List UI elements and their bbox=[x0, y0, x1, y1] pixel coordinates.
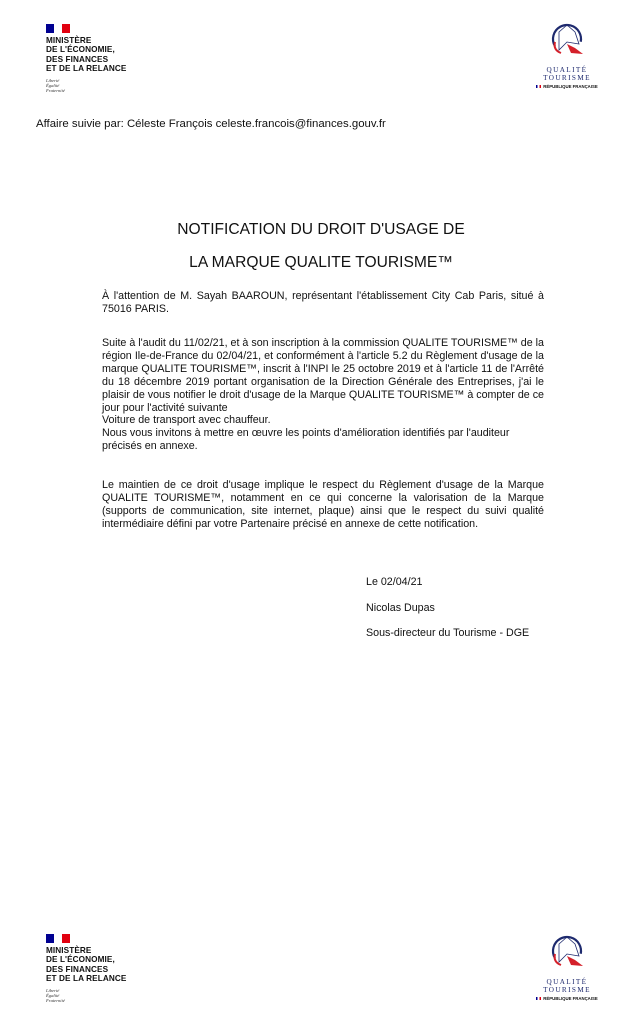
flag-blue bbox=[46, 934, 54, 943]
motto-line: Égalité bbox=[46, 993, 60, 999]
motto-line: Fraternité bbox=[46, 998, 65, 1004]
footer-logo-word-qualite: QUALITÉ bbox=[546, 978, 588, 986]
ministry-line: MINISTÈRE bbox=[46, 946, 92, 955]
ministry-line: ET DE LA RELANCE bbox=[46, 974, 127, 984]
footer-motto bbox=[46, 988, 166, 1004]
flag-red bbox=[62, 24, 70, 33]
footer-qualite-tourisme-logo bbox=[532, 932, 602, 1002]
republique-label: RÉPUBLIQUE FRANÇAISE bbox=[543, 84, 598, 89]
republique-label: RÉPUBLIQUE FRANÇAISE bbox=[543, 996, 598, 1001]
ministry-line: DES FINANCES bbox=[46, 964, 109, 974]
footer-ministry-block bbox=[46, 934, 166, 1004]
title-line-1: NOTIFICATION DU DROIT D'USAGE DE bbox=[177, 221, 465, 238]
activity-text: Voiture de transport avec chauffeur. bbox=[102, 414, 271, 427]
motto-line: Liberté bbox=[46, 77, 60, 83]
qualite-tourisme-emblem-icon bbox=[545, 20, 589, 60]
french-flag-icon bbox=[46, 24, 70, 33]
motto-line: Liberté bbox=[46, 987, 60, 993]
flag-red bbox=[62, 934, 70, 943]
motto-line: Fraternité bbox=[46, 88, 65, 94]
signature-name: Nicolas Dupas bbox=[366, 602, 435, 614]
title-line-2: LA MARQUE QUALITE TOURISME™ bbox=[189, 254, 453, 271]
footer-ministry-name bbox=[46, 946, 166, 984]
motto-line: Égalité bbox=[46, 83, 60, 89]
signature-date: Le 02/04/21 bbox=[366, 576, 423, 588]
flag-white bbox=[54, 24, 62, 33]
body-paragraph-1 bbox=[102, 337, 544, 453]
footer-qualite-tourisme-emblem-icon bbox=[545, 932, 589, 972]
flag-blue bbox=[46, 24, 54, 33]
affaire-line: Affaire suivie par: Céleste François celeste.francois@finances.gouv.fr bbox=[36, 118, 386, 130]
ministry-line: ET DE LA RELANCE bbox=[46, 64, 127, 74]
qualite-tourisme-logo bbox=[532, 20, 602, 90]
mini-flag-icon bbox=[536, 85, 541, 88]
ministry-line: DE L'ÉCONOMIE, bbox=[46, 955, 115, 965]
flag-white bbox=[54, 934, 62, 943]
body-text-1: Suite à l'audit du 11/02/21, et à son inscription à la commission QUALITE TOURISME™ de la région Ile-de-France du 02/04/21, et conformément à l'article 5.2 du Règlement d'usage de la marque QUALITE TOURISME™, inscrit à l'INPI le 25 octobre 2019 et à l'article 11 de l'Arrêté du 18 décembre 2019 portant organisation de la Direction Générale des Entreprises, j'ai le plaisir de vous notifier le droit d'usage de la Marque QUALITE TOURISME™ à compter de ce jour pour l'activité suivante bbox=[102, 337, 544, 414]
logo-word-qualite: QUALITÉ bbox=[546, 66, 588, 74]
republique-francaise bbox=[532, 84, 602, 90]
ministry-name bbox=[46, 36, 166, 74]
body-text-3: Le maintien de ce droit d'usage implique le respect du Règlement d'usage de la Marque QUALITE TOURISME™, notamment en ce qui concerne la valorisation de la Marque (supports de communication, site internet, plaque) ainsi que le respect du suivi qualité intermédiaire défini par votre Partenaire précisé en annexe de cette notification. bbox=[102, 479, 544, 530]
ministry-line: MINISTÈRE bbox=[46, 36, 92, 45]
logo-word-tourisme: TOURISME bbox=[543, 74, 591, 82]
motto bbox=[46, 78, 166, 94]
ministry-block bbox=[46, 24, 166, 94]
footer-republique-francaise bbox=[532, 996, 602, 1002]
body-paragraph-3 bbox=[102, 479, 544, 531]
footer-french-flag-icon bbox=[46, 934, 70, 943]
mini-flag-icon bbox=[536, 997, 541, 1000]
body-text-2: Nous vous invitons à mettre en œuvre les points d'amélioration identifiés par l'auditeur précisés en annexe. bbox=[102, 427, 510, 453]
footer-logo-word-tourisme: TOURISME bbox=[543, 986, 591, 994]
ministry-line: DES FINANCES bbox=[46, 54, 109, 64]
attention-paragraph bbox=[102, 290, 544, 316]
ministry-line: DE L'ÉCONOMIE, bbox=[46, 45, 115, 55]
attention-text: À l'attention de M. Sayah BAAROUN, représentant l'établissement City Cab Paris, situé à 75016 PARIS. bbox=[102, 290, 544, 315]
signature-role: Sous-directeur du Tourisme - DGE bbox=[366, 627, 530, 639]
